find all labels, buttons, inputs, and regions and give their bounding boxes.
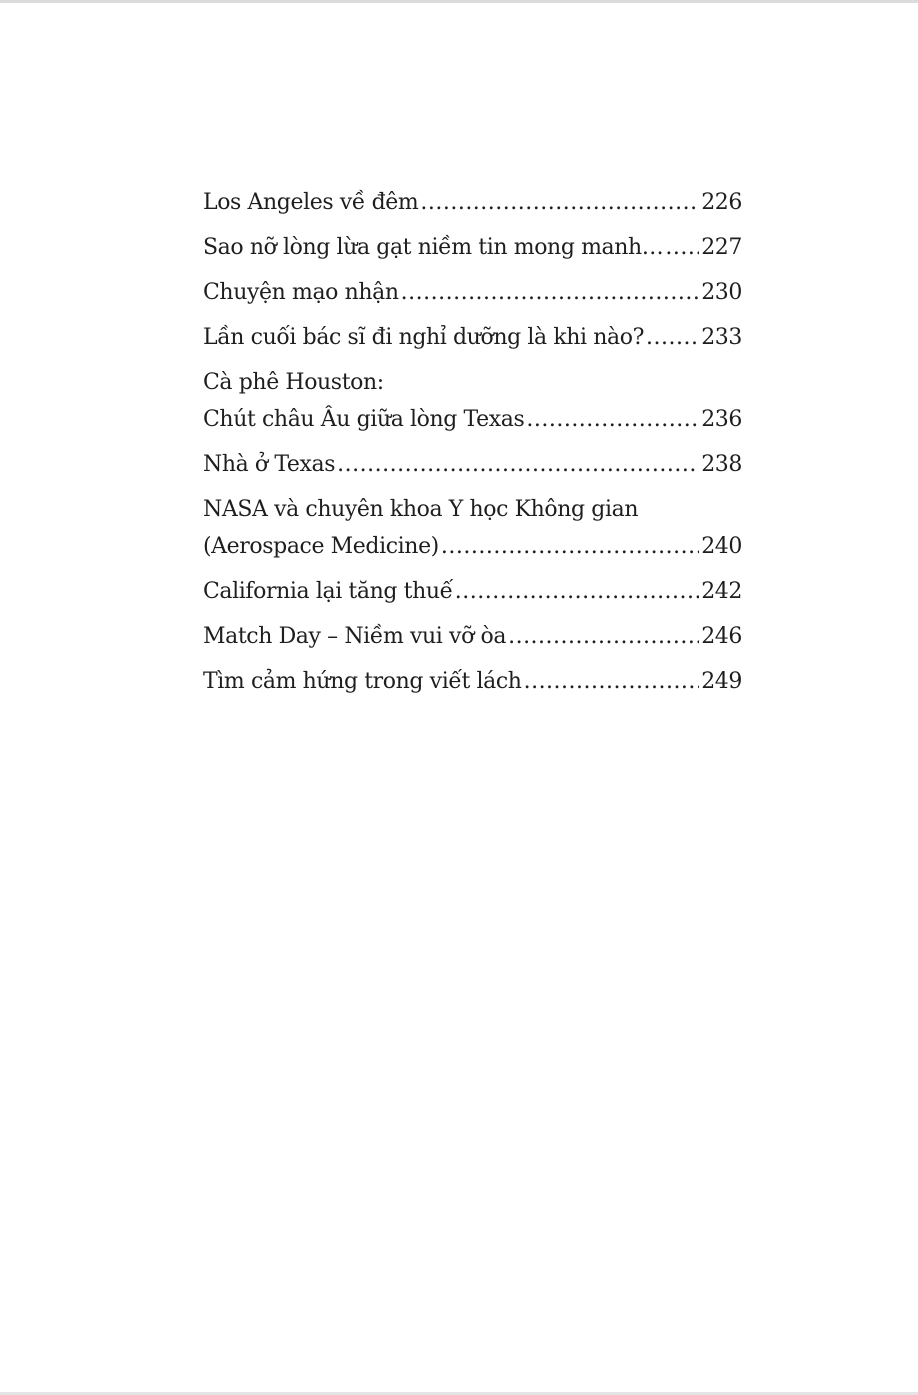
toc-entry[interactable] bbox=[203, 446, 742, 484]
toc-entry-page-number: 240 bbox=[701, 534, 742, 559]
toc-entry-page-number: 242 bbox=[701, 579, 742, 604]
toc-entry[interactable] bbox=[203, 663, 742, 701]
toc-entry-page-number: 227 bbox=[701, 235, 742, 260]
toc-entry-title: Sao nỡ lòng lừa gạt niềm tin mong manh… bbox=[203, 235, 664, 260]
dot-leader bbox=[526, 401, 699, 439]
toc-entry-title: California lại tăng thuế bbox=[203, 579, 453, 604]
dot-leader bbox=[665, 229, 699, 267]
toc-entry-page-number: 233 bbox=[701, 325, 742, 350]
toc-entry-page-number: 246 bbox=[701, 624, 742, 649]
dot-leader bbox=[646, 319, 699, 357]
toc-entry-title: Chút châu Âu giữa lòng Texas bbox=[203, 407, 525, 432]
toc-entry-page-number: 249 bbox=[701, 669, 742, 694]
toc-entry[interactable] bbox=[203, 491, 742, 566]
toc-entry-title-line1: NASA và chuyên khoa Y học Không gian bbox=[203, 497, 639, 522]
dot-leader bbox=[524, 663, 700, 701]
toc-entry[interactable] bbox=[203, 274, 742, 312]
page-top-edge bbox=[0, 0, 918, 3]
toc-entry-title: Nhà ở Texas bbox=[203, 452, 336, 477]
toc-entry-title: Tìm cảm hứng trong viết lách bbox=[203, 669, 522, 694]
toc-entry-title: Match Day – Niềm vui vỡ òa bbox=[203, 624, 507, 649]
toc-entry-page-number: 238 bbox=[701, 452, 742, 477]
toc-entry-title-line1: Cà phê Houston: bbox=[203, 370, 384, 395]
toc-entry-title: Lần cuối bác sĩ đi nghỉ dưỡng là khi nào? bbox=[203, 325, 644, 350]
toc-entry-page-number: 236 bbox=[701, 407, 742, 432]
toc-entry-page-number: 230 bbox=[701, 280, 742, 305]
dot-leader bbox=[441, 528, 699, 566]
dot-leader bbox=[401, 274, 700, 312]
table-of-contents bbox=[203, 184, 742, 708]
toc-entry-page-number: 226 bbox=[701, 190, 742, 215]
toc-entry[interactable] bbox=[203, 364, 742, 439]
toc-entry[interactable] bbox=[203, 319, 742, 357]
toc-entry-title: Chuyện mạo nhận bbox=[203, 280, 399, 305]
dot-leader bbox=[455, 573, 699, 611]
toc-entry[interactable] bbox=[203, 229, 742, 267]
dot-leader bbox=[508, 618, 699, 656]
toc-entry[interactable] bbox=[203, 618, 742, 656]
dot-leader bbox=[420, 184, 699, 222]
toc-entry-title: Los Angeles về đêm bbox=[203, 190, 419, 215]
dot-leader bbox=[337, 446, 699, 484]
toc-entry[interactable] bbox=[203, 573, 742, 611]
toc-entry-title: (Aerospace Medicine) bbox=[203, 534, 439, 559]
toc-entry[interactable] bbox=[203, 184, 742, 222]
